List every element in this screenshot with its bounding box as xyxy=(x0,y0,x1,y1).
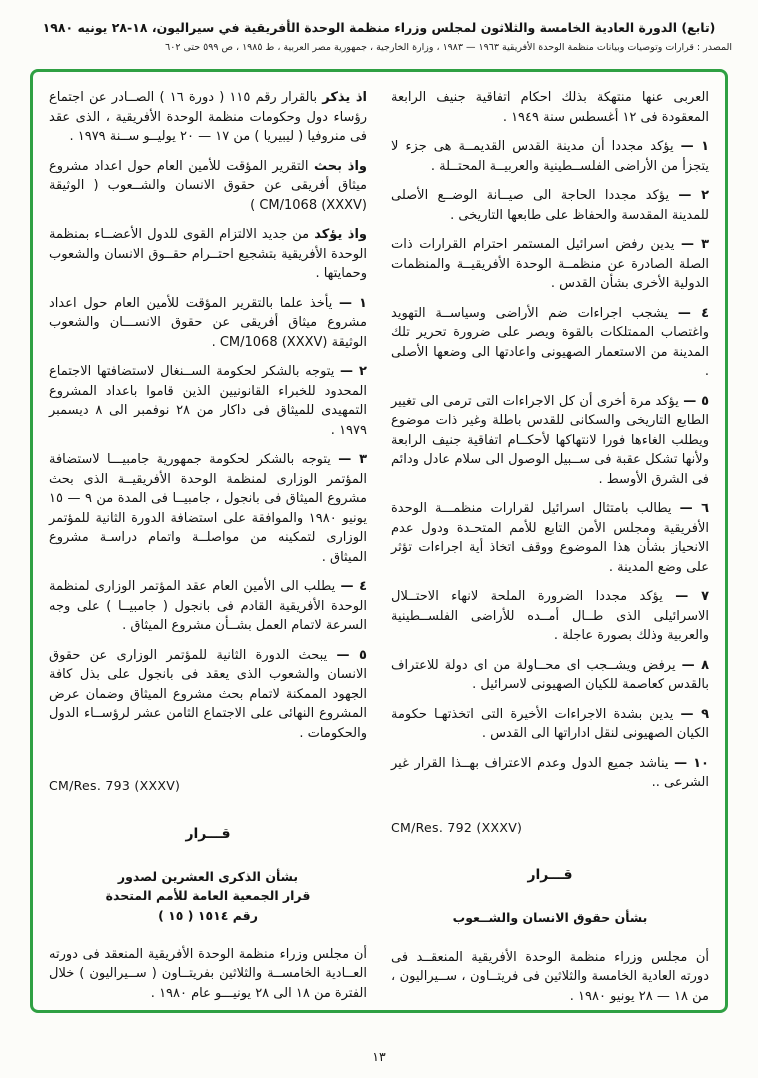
resolution-clause xyxy=(391,392,709,490)
clause-text: يبحث الدورة الثانية للمؤتمر الوزارى عن حقوق الانسان والشعوب الذى يعقد فى بانجول على بذل كافة الجهود الممكنة لاتمام بحث مشروع الميثاق وضمان عرض المشروع النهائى على الاجتماع الثامن عشر لرؤســاء الدول والحكومات . xyxy=(49,647,367,741)
resolution-heading: قـــرار xyxy=(185,825,231,842)
resolution-clause xyxy=(391,235,709,294)
preamble-paragraph xyxy=(49,88,367,147)
preamble-text: بالقرار رقم ١١٥ ( دورة ١٦ ) الصــادر عن اجتماع رؤساء دول وحكومات منظمة الوحدة الأفريقية ، الذى عقد فى منروفيا ( ليبيريا ) من ١٧ — ٢٠ يوليــو ســنة ١٩٧٩ . xyxy=(49,90,367,144)
subtitle-line: بشأن الذكرى العشرين لصدور xyxy=(117,868,299,884)
clause-text: يطلب الى الأمين العام عقد المؤتمر الوزارى لمنظمة الوحدة الأفريقية القادم فى بانجول ( جامبيــا ) على وجه السرعة لاتمام العمل بشــأن مشروع الميثاق . xyxy=(49,579,367,633)
subtitle-line: قرار الجمعية العامة للأمم المتحدة xyxy=(105,888,311,904)
clause-number: ٤ — xyxy=(340,579,367,594)
resolution-id-793: CM/Res. 793 (XXXV) xyxy=(49,778,181,793)
clause-number: ٥ — xyxy=(336,647,367,663)
clause-number: ٥ — xyxy=(683,393,709,409)
preamble-paragraph xyxy=(49,157,367,216)
preamble-lead: اذ يذكر xyxy=(322,90,367,105)
preamble-lead: واذ يؤكد xyxy=(314,227,367,242)
resolution-clause xyxy=(49,294,367,353)
clause-text: يشجب اجراءات ضم الأراضى وسياســة التهويد واغتصاب الممتلكات بالقوة ويصر على ضرورة تحرير تلك المدينة من الاستعمار الصهيونى واعادتها الى وضعها الأصلى . xyxy=(391,305,709,379)
clause-text: يأخذ علما بالتقرير المؤقت للأمين العام حول اعداد مشروع ميثاق أفريقى عن حقوق الانســـان والشعوب الوثيقة CM/1068 (XXXV) . xyxy=(49,295,367,350)
clause-number: ٤ — xyxy=(677,305,709,321)
resolution-clause xyxy=(391,754,709,793)
resolution-subtitle xyxy=(49,867,367,925)
clause-text: يؤكد مجددا الحاجة الى صيــانة الوضــع الأصلى للمدينة المقدسة والحفاظ على طابعها التاريخى . xyxy=(391,188,709,223)
resolution-heading: قـــرار xyxy=(527,867,573,884)
resolution-clause xyxy=(391,304,709,382)
clause-text: يتوجه بالشكر لحكومة جمهورية جامبيـــا لاستضافة المؤتمر الوزارى لمنظمة الوحدة الأفريقيــة الذى بحث مشروع الميثاق فى بانجول ، جامبيــا فى المدة من ٩ — ١٥ يونيو ١٩٨٠ والموافقة على استضافة الدورة الثانية للمؤتمر الوزارى لتمكينه من مواصلــة واتمام دراسـة مشروع الميثاق . xyxy=(49,452,368,565)
two-column-layout xyxy=(49,88,710,1004)
page-header xyxy=(0,0,758,53)
resolution-id-792: CM/Res. 792 (XXXV) xyxy=(391,819,523,835)
resolution-clause xyxy=(391,705,709,744)
clause-text: يناشد جميع الدول وعدم الاعتراف بهــذا القرار غير الشرعى .. xyxy=(391,755,709,790)
resolution-opening-paragraph: أن مجلس وزراء منظمة الوحدة الأفريقية المنعقــد فى دورته العادية الخامسة والثلاثين فى فريتــاون ، ســيراليون ، من ١٨ — ٢٨ يونيو ١٩٨٠ . xyxy=(391,949,709,1004)
clause-text: يتوجه بالشكر لحكومة الســنغال لاستضافتها الاجتماع المحدود للخبراء القانونيين الذين قاموا باعداد المشروع التمهيدى للميثاق فى داكار من ٢٨ نوفمبر الى ٨ ديسمبر ١٩٧٩ . xyxy=(49,364,368,438)
preamble-text: التقرير المؤقت للأمين العام حول اعداد مشروع ميثاق أفريقى عن حقوق الانسان والشــعوب ( الوثيقة CM/1068 (XXXV) ) xyxy=(49,158,367,213)
document-title: (تابع) الدورة العادية الخامسة والثلاثون لمجلس وزراء منظمة الوحدة الأفريقية في سيراليون، ١٨-٢٨ يونيه ١٩٨٠ xyxy=(42,20,716,35)
clause-number: ٣ — xyxy=(681,237,709,252)
clause-text: يرفض ويشــجب اى محــاولة من اى دولة للاعتراف بالقدس كعاصمة للكيان الصهيونى لاسرائيل . xyxy=(391,657,709,692)
resolution-clause xyxy=(49,362,367,440)
clause-text: يدين بشدة الاجراءات الأخيرة التى اتخذتهـا حكومة الكيان الصهيونى لنقل اداراتها الى القدس . xyxy=(391,706,709,741)
content-frame xyxy=(30,69,728,1013)
clause-text: يؤكد مرة أخرى أن كل الاجراءات التى ترمى الى تغيير الطابع التاريخى والسكانى للقدس باطلة وغير ذات موضوع ويطلب الغاءها فورا لانتهاكها لأحكــام اتفاقية جنيف الرابعة ولأنها تشكل عقبة فى ســبيل الوصول الى سلام عادل ودائم فى الشرق الأوسط . xyxy=(391,393,709,487)
clause-number: ٩ — xyxy=(680,706,709,722)
preamble-paragraph xyxy=(49,225,367,284)
clause-number: ٧ — xyxy=(675,589,709,604)
subtitle-line: رقم ١٥١٤ ( ١٥ ) xyxy=(158,907,258,923)
clause-number: ١٠ — xyxy=(674,755,709,771)
resolution-clause xyxy=(391,587,709,646)
resolution-clause xyxy=(49,450,367,567)
preamble-lead: واذ بحث xyxy=(313,158,368,174)
clause-number: ٨ — xyxy=(681,657,709,673)
clause-text: يدين رفض اسرائيل المستمر احترام القرارات ذات الصلة الصادرة عن منظمــة الوحدة الأفريقيــة والمنظمات الدولية الأخرى بشأن القدس . xyxy=(391,237,709,291)
resolution-clause xyxy=(391,656,709,695)
clause-number: ٢ — xyxy=(678,188,709,203)
source-citation: المصدر : قرارات وتوصيات وبيانات منظمة الوحدة الأفريقية ١٩٦٣ — ١٩٨٣ ، وزارة الخارجية ، جمهورية مصر العربية ، ط ١٩٨٥ ، ص ٥٩٩ حتى ٦٠٢ xyxy=(165,42,732,53)
clause-number: ٢ — xyxy=(340,364,367,379)
clause-text: يطالب بامتثال اسرائيل لقرارات منظمـــة الوحدة الأفريقية ومجلس الأمن التابع للأمم المتحـدة ودول عدم الانحياز بشأن هذا الموضوع ووقف اتخاذ أية اجراءات تؤثر على وضع المدينة . xyxy=(391,501,709,575)
clause-text: يؤكد مجددا أن مدينة القدس القديمــة هى جزء لا يتجزأ من الأراضى الفلســطينية والعربيــة المحتــلة . xyxy=(391,139,709,174)
left-column xyxy=(49,88,367,1000)
resolution-subtitle: بشأن حقوق الانسان والشــعوب xyxy=(452,910,648,926)
clause-text: يؤكد مجددا الضرورة الملحة لانهاء الاحتــلال الاسرائيلى الذى طــال أمــده للأراضى الفلســطينية والعربية وذلك بصورة عاجلة . xyxy=(391,589,709,643)
resolution-clause xyxy=(391,137,709,176)
clause-number: ١ — xyxy=(339,295,367,311)
right-column xyxy=(391,88,710,1004)
preamble-text: من جديد الالتزام القوى للدول الأعضــاء بمنظمة الوحدة الأفريقية بتشجيع احتــرام حقــوق الانسان والشعوب وحمايتها . xyxy=(49,227,367,281)
resolution-opening-paragraph: أن مجلس وزراء منظمة الوحدة الأفريقية المنعقد فى دورته العــادية الخامســة والثلاثين بفريتــاون ( ســيراليون ) خلال الفترة من ١٨ الى ٢٨ يونيـــو عام ١٩٨٠ . xyxy=(49,946,367,1001)
clause-number: ١ — xyxy=(680,139,709,154)
clause-number: ٦ — xyxy=(679,501,710,516)
continuation-paragraph: العربى عنها منتهكة بذلك احكام اتفاقية جنيف الرابعة المعقودة فى ١٢ أغسطس سنة ١٩٤٩ . xyxy=(391,90,709,125)
resolution-clause xyxy=(49,646,367,744)
clause-number: ٣ — xyxy=(338,452,368,467)
resolution-clause xyxy=(49,577,367,636)
resolution-clause xyxy=(391,499,709,577)
resolution-clause xyxy=(391,186,709,225)
page-number: ١٣ xyxy=(372,1049,386,1064)
